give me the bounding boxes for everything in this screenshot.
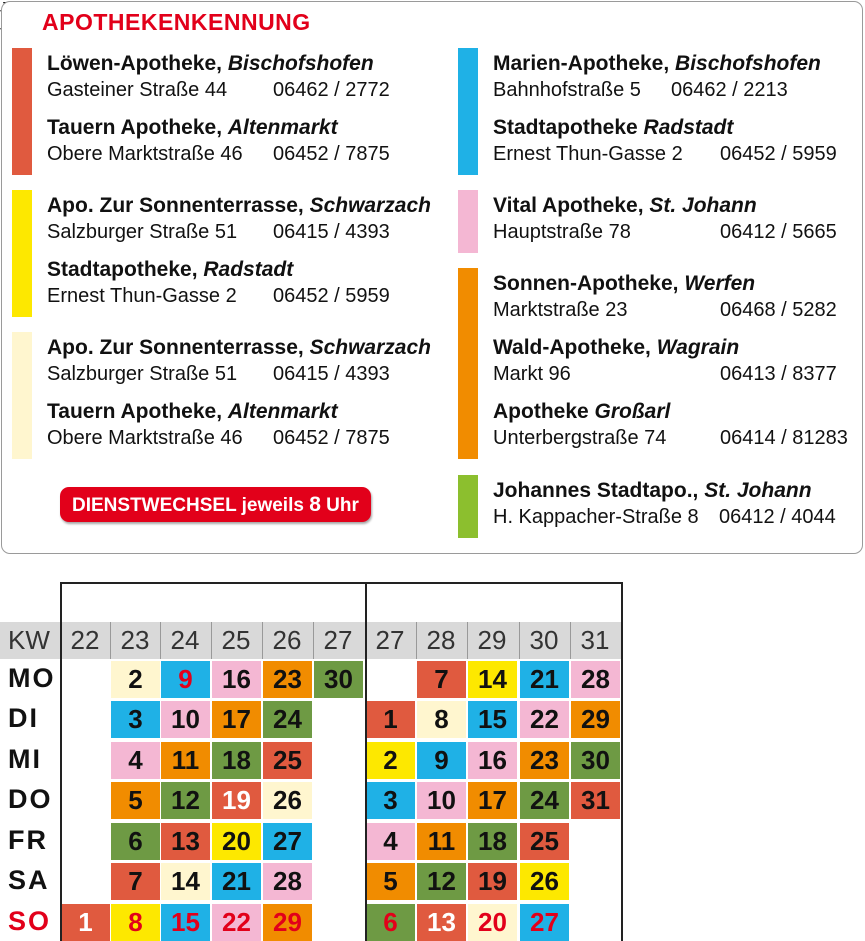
calendar-day-cell: 11 xyxy=(417,823,466,860)
pharmacy-title: Tauern Apotheke, xyxy=(47,116,228,139)
pharmacy-entry xyxy=(493,271,865,323)
calendar-day-cell: 2 xyxy=(366,742,415,779)
calendar-day-cell: 10 xyxy=(417,782,466,819)
pharmacy-town: Wagrain xyxy=(656,336,740,359)
color-key-bar xyxy=(12,190,32,317)
calendar-day-cell: 28 xyxy=(571,661,620,698)
color-key-bar xyxy=(458,48,478,175)
calendar-day-cell: 7 xyxy=(417,661,466,698)
calendar-day-cell: 4 xyxy=(366,823,415,860)
dienst-hour: 8 xyxy=(309,493,321,516)
pharmacy-town: Bischofshofen xyxy=(227,52,374,75)
pharmacy-name xyxy=(493,51,865,77)
grid-line-vertical xyxy=(519,622,520,659)
pharmacy-entry xyxy=(493,399,865,451)
pharmacy-title: Apo. Zur Sonnenterrasse, xyxy=(47,194,310,217)
pharmacy-address-line xyxy=(493,219,865,245)
pharmacy-entry xyxy=(47,51,427,103)
grid-line-vertical xyxy=(467,622,468,659)
pharmacy-address-line xyxy=(47,77,427,103)
calendar-day-cell: 1 xyxy=(366,701,415,738)
week-number: 28 xyxy=(426,625,456,655)
pharmacy-name xyxy=(47,257,427,283)
pharmacy-address: Marktstraße 23 xyxy=(493,299,628,321)
dienst-text-1: DIENSTWECHSEL jeweils xyxy=(72,495,310,516)
pharmacy-address-line xyxy=(47,283,427,309)
pharmacy-phone: 06468 / 5282 xyxy=(720,299,837,321)
weekday-label: SA xyxy=(8,865,50,895)
calendar-day-cell: 23 xyxy=(520,742,569,779)
dienst-text-3: Uhr xyxy=(320,495,359,516)
pharmacy-entry xyxy=(47,257,427,309)
pharmacy-name xyxy=(47,335,431,361)
kw-label: KW xyxy=(8,625,50,655)
pharmacy-name xyxy=(493,399,865,425)
week-number: 27 xyxy=(323,625,353,655)
pharmacy-address-line xyxy=(493,297,865,323)
pharmacy-address-line xyxy=(493,425,865,451)
pharmacy-phone: 06413 / 8377 xyxy=(720,363,837,385)
pharmacy-phone: 06412 / 4044 xyxy=(719,506,836,528)
pharmacy-address-line xyxy=(493,361,865,387)
pharmacy-phone: 06414 / 81283 xyxy=(720,427,848,449)
pharmacy-address: Markt 96 xyxy=(493,363,571,385)
week-number: 22 xyxy=(70,625,100,655)
grid-line-vertical xyxy=(262,622,263,659)
calendar-day-cell: 17 xyxy=(468,782,517,819)
pharmacy-name xyxy=(47,51,427,77)
calendar-day-cell: 11 xyxy=(161,742,210,779)
pharmacy-town: Radstadt xyxy=(203,258,294,281)
calendar-day-cell: 19 xyxy=(468,863,517,900)
pharmacy-entry xyxy=(493,335,865,387)
calendar-day-cell: 20 xyxy=(212,823,261,860)
grid-line-vertical xyxy=(60,582,62,941)
pharmacy-address-line xyxy=(47,425,427,451)
pharmacy-town: St. Johann xyxy=(649,194,757,217)
dienstwechsel-badge xyxy=(60,487,371,522)
pharmacy-town: Schwarzach xyxy=(309,336,431,359)
pharmacy-address: Ernest Thun-Gasse 2 xyxy=(47,285,237,307)
calendar-day-cell: 6 xyxy=(111,823,160,860)
pharmacy-title: Vital Apotheke, xyxy=(493,194,650,217)
pharmacy-phone: 06452 / 5959 xyxy=(720,143,837,165)
pharmacy-title: Tauern Apotheke, xyxy=(47,400,228,423)
week-number: 24 xyxy=(170,625,200,655)
pharmacy-entry xyxy=(493,478,865,530)
pharmacy-name xyxy=(493,193,865,219)
color-key-bar xyxy=(12,48,32,175)
calendar-day-cell: 27 xyxy=(520,904,569,941)
calendar-day-cell: 10 xyxy=(161,701,210,738)
grid-line-vertical xyxy=(313,622,314,659)
calendar-day-cell: 3 xyxy=(366,782,415,819)
pharmacy-name xyxy=(47,193,431,219)
grid-line-vertical xyxy=(211,622,212,659)
pharmacy-entry xyxy=(493,51,865,103)
pharmacy-address-line xyxy=(493,504,865,530)
calendar-day-cell: 17 xyxy=(212,701,261,738)
pharmacy-address: Hauptstraße 78 xyxy=(493,221,631,243)
calendar-day-cell: 7 xyxy=(111,863,160,900)
calendar-day-cell: 29 xyxy=(571,701,620,738)
calendar-day-cell: 8 xyxy=(417,701,466,738)
calendar-day-cell: 3 xyxy=(111,701,160,738)
pharmacy-town: Altenmarkt xyxy=(227,400,338,423)
pharmacy-entry xyxy=(493,193,865,245)
week-number: 26 xyxy=(272,625,302,655)
pharmacy-title: Marien-Apotheke, xyxy=(493,52,676,75)
calendar-day-cell: 22 xyxy=(212,904,261,941)
pharmacy-name xyxy=(47,399,427,425)
grid-line-vertical xyxy=(570,622,571,659)
pharmacy-address: Gasteiner Straße 44 xyxy=(47,79,228,101)
calendar-day-cell: 15 xyxy=(468,701,517,738)
weekday-label: DI xyxy=(8,703,39,733)
calendar-day-cell: 13 xyxy=(417,904,466,941)
pharmacy-town: Schwarzach xyxy=(309,194,431,217)
legend-title: APOTHEKENKENNUNG xyxy=(42,9,311,35)
grid-line-vertical xyxy=(365,582,367,941)
pharmacy-address: H. Kappacher-Straße 8 xyxy=(493,506,699,528)
calendar-day-cell: 18 xyxy=(212,742,261,779)
pharmacy-title: Stadtapotheke xyxy=(493,116,644,139)
weekday-label: MO xyxy=(8,663,56,693)
calendar-day-cell: 18 xyxy=(468,823,517,860)
pharmacy-entry xyxy=(47,399,427,451)
pharmacy-address-line xyxy=(493,141,865,167)
calendar-day-cell: 14 xyxy=(161,863,210,900)
calendar-day-cell: 5 xyxy=(366,863,415,900)
calendar-day-cell: 26 xyxy=(263,782,312,819)
pharmacy-address: Unterbergstraße 74 xyxy=(493,427,667,449)
pharmacy-phone: 06412 / 5665 xyxy=(720,221,837,243)
calendar-day-cell: 25 xyxy=(520,823,569,860)
pharmacy-phone: 06415 / 4393 xyxy=(273,363,390,385)
calendar-day-cell: 21 xyxy=(520,661,569,698)
grid-line-vertical xyxy=(416,622,417,659)
week-number: 30 xyxy=(529,625,559,655)
calendar-day-cell: 9 xyxy=(417,742,466,779)
calendar-day-cell: 25 xyxy=(263,742,312,779)
pharmacy-title: Stadtapotheke, xyxy=(47,258,204,281)
calendar-day-cell: 19 xyxy=(212,782,261,819)
pharmacy-phone: 06462 / 2772 xyxy=(273,79,390,101)
pharmacy-title: Wald-Apotheke, xyxy=(493,336,657,359)
calendar-day-cell: 5 xyxy=(111,782,160,819)
pharmacy-town: Großarl xyxy=(594,400,671,423)
pharmacy-title: Johannes Stadtapo., xyxy=(493,479,705,502)
calendar-day-cell: 15 xyxy=(161,904,210,941)
calendar-day-cell: 24 xyxy=(520,782,569,819)
pharmacy-address-line xyxy=(47,141,427,167)
color-key-bar xyxy=(458,475,478,538)
color-key-bar xyxy=(12,332,32,459)
grid-line-horizontal xyxy=(365,582,622,584)
pharmacy-address-line xyxy=(493,77,865,103)
calendar-day-cell: 23 xyxy=(263,661,312,698)
pharmacy-town: Werfen xyxy=(684,272,756,295)
color-key-bar xyxy=(458,268,478,459)
week-number: 31 xyxy=(580,625,610,655)
pharmacy-name xyxy=(493,115,865,141)
pharmacy-entry xyxy=(47,335,431,387)
pharmacy-address-line xyxy=(47,219,427,245)
weekday-label: SO xyxy=(8,906,52,936)
pharmacy-name xyxy=(493,478,865,504)
pharmacy-entry xyxy=(493,115,865,167)
pharmacy-town: St. Johann xyxy=(704,479,812,502)
pharmacy-address: Salzburger Straße 51 xyxy=(47,221,238,243)
pharmacy-phone: 06452 / 5959 xyxy=(273,285,390,307)
calendar-day-cell: 14 xyxy=(468,661,517,698)
calendar-day-cell: 6 xyxy=(366,904,415,941)
pharmacy-address: Bahnhofstraße 5 xyxy=(493,79,641,101)
pharmacy-town: Altenmarkt xyxy=(227,116,338,139)
calendar-day-cell: 22 xyxy=(520,701,569,738)
calendar-day-cell: 29 xyxy=(263,904,312,941)
pharmacy-address: Ernest Thun-Gasse 2 xyxy=(493,143,683,165)
pharmacy-phone: 06462 / 2213 xyxy=(671,79,788,101)
calendar-day-cell: 1 xyxy=(61,904,110,941)
pharmacy-name xyxy=(493,335,865,361)
calendar-day-cell: 12 xyxy=(161,782,210,819)
calendar-day-cell: 20 xyxy=(468,904,517,941)
grid-line-vertical xyxy=(160,622,161,659)
color-key-bar xyxy=(458,190,478,253)
pharmacy-address: Obere Marktstraße 46 xyxy=(47,143,243,165)
pharmacy-entry xyxy=(47,193,431,245)
pharmacy-title: Apo. Zur Sonnenterrasse, xyxy=(47,336,310,359)
pharmacy-address: Obere Marktstraße 46 xyxy=(47,427,243,449)
pharmacy-town: Radstadt xyxy=(643,116,734,139)
calendar-day-cell: 28 xyxy=(263,863,312,900)
week-number: 25 xyxy=(221,625,251,655)
calendar-day-cell: 26 xyxy=(520,863,569,900)
pharmacy-title: Löwen-Apotheke, xyxy=(47,52,228,75)
pharmacy-title: Sonnen-Apotheke, xyxy=(493,272,685,295)
calendar-day-cell: 12 xyxy=(417,863,466,900)
weekday-label: FR xyxy=(8,825,48,855)
week-number: 29 xyxy=(477,625,507,655)
calendar-day-cell: 16 xyxy=(212,661,261,698)
week-number: 23 xyxy=(120,625,150,655)
grid-line-vertical xyxy=(110,622,111,659)
grid-line-vertical xyxy=(621,582,623,941)
calendar-day-cell: 31 xyxy=(571,782,620,819)
calendar-day-cell: 30 xyxy=(314,661,363,698)
calendar-day-cell: 2 xyxy=(111,661,160,698)
pharmacy-phone: 06452 / 7875 xyxy=(273,427,390,449)
calendar-day-cell: 21 xyxy=(212,863,261,900)
grid-line-horizontal xyxy=(60,582,365,584)
calendar-day-cell: 30 xyxy=(571,742,620,779)
pharmacy-entry xyxy=(47,115,427,167)
pharmacy-phone: 06452 / 7875 xyxy=(273,143,390,165)
calendar-day-cell: 13 xyxy=(161,823,210,860)
weekday-label: DO xyxy=(8,784,53,814)
pharmacy-town: Bischofshofen xyxy=(675,52,821,75)
calendar-day-cell: 8 xyxy=(111,904,160,941)
week-number: 27 xyxy=(375,625,405,655)
calendar-day-cell: 27 xyxy=(263,823,312,860)
pharmacy-address-line xyxy=(47,361,427,387)
calendar-day-cell: 9 xyxy=(161,661,210,698)
calendar-day-cell: 16 xyxy=(468,742,517,779)
calendar-day-cell: 24 xyxy=(263,701,312,738)
pharmacy-name xyxy=(47,115,427,141)
pharmacy-phone: 06415 / 4393 xyxy=(273,221,390,243)
pharmacy-name xyxy=(493,271,865,297)
pharmacy-address: Salzburger Straße 51 xyxy=(47,363,238,385)
calendar-day-cell: 4 xyxy=(111,742,160,779)
weekday-label: MI xyxy=(8,744,42,774)
pharmacy-title: Apotheke xyxy=(493,400,595,423)
